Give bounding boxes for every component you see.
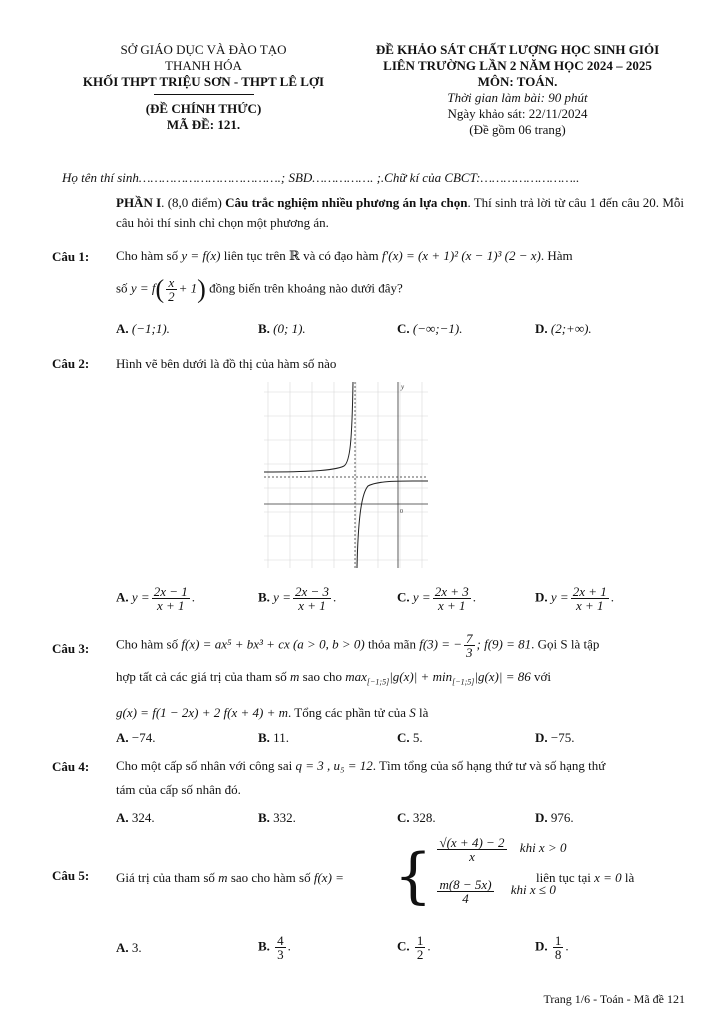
q3-g: g(x) = f(1 − 2x) + 2 f(x + 4) + m <box>116 704 289 720</box>
province-name: THANH HÓA <box>165 58 242 73</box>
question-5-text <box>116 835 688 920</box>
q4-text-a: Cho một cấp số nhân với công sai <box>116 758 293 773</box>
q5-text-c: liên tục tại <box>536 870 591 885</box>
part1-rest: . Thí sinh trả lời từ câu 1 đến câu 20. Mỗi câu hỏi thí sinh chỉ chọn một phương án. <box>116 195 685 230</box>
q1-fraction: $\frac{x}{2}$ <box>168 275 175 304</box>
part1-instructions <box>116 193 684 233</box>
q3-option-c[interactable]: C. 5. <box>397 730 423 745</box>
question-5-label: Câu 5: <box>52 868 90 883</box>
q4-option-d[interactable]: D. 976. <box>535 810 574 825</box>
q3-f9: ; f(9) = 81 <box>476 636 532 652</box>
q1-text-b: liên tục trên ℝ và có đạo hàm <box>223 248 379 263</box>
q5-text-b: sao cho hàm số <box>230 870 311 885</box>
subject: MÔN: TOÁN. <box>477 74 558 89</box>
q5-x0: x = 0 <box>594 870 622 885</box>
q1-text-d: số <box>116 280 128 296</box>
q3-m: m <box>290 669 300 684</box>
question-1-text: Cho hàm số y = f(x) liên tục trên ℝ và có đạo hàm f′(x) = (x + 1)² (x − 1)³ (2 − x). Hàm số y = f( $\frac{x}{2}$ + 1) đồng biến trên khoảng nào dưới đây? <box>116 248 573 304</box>
part1-heading: Câu trắc nghiệm nhiều phương án lựa chọn <box>225 195 468 210</box>
department-name: SỞ GIÁO DỤC VÀ ĐÀO TẠO <box>120 42 287 57</box>
q1-derivative: f′(x) = (x + 1)² (x − 1)³ (2 − x) <box>381 248 541 263</box>
q3-text-h: là <box>419 704 429 720</box>
header-rule <box>154 94 254 95</box>
q5-option-c[interactable]: C. $\frac{1}{2}$ . <box>397 933 431 962</box>
exam-subtitle: LIÊN TRƯỜNG LẦN 2 NĂM HỌC 2024 – 2025 <box>383 58 652 73</box>
graph-origin-label: 0 <box>400 509 403 515</box>
q3-text-c: . Gọi S là tập <box>531 636 600 652</box>
q3-f3: f(3) = − <box>419 636 463 652</box>
duration: Thời gian làm bài: 90 phút <box>447 90 588 105</box>
q5-fx: f(x) = <box>313 870 344 885</box>
q3-text-f: với <box>533 669 551 684</box>
q4-text-b: . Tìm tổng của số hạng thứ tư và số hạng thứ <box>372 758 606 773</box>
q1-text-e: đồng biến trên khoảng nào dưới đây? <box>209 280 403 296</box>
q2-option-b[interactable]: B. y = $\frac{2x - 3}{x + 1}$ . <box>258 584 337 613</box>
school-name: KHỐI THPT TRIỆU SƠN - THPT LÊ LỢI <box>82 74 325 89</box>
q4-option-a[interactable]: A. 324. <box>116 810 155 825</box>
part1-title: PHẦN I <box>116 195 162 210</box>
graph-branch-right <box>357 481 428 568</box>
q2-option-c[interactable]: C. y = $\frac{2x + 3}{x + 1}$ . <box>397 584 476 613</box>
q3-option-a[interactable]: A. −74. <box>116 730 156 745</box>
question-1-label: Câu 1: <box>52 249 90 264</box>
q1-option-a[interactable]: A. (−1;1). <box>116 321 170 336</box>
q1-option-d[interactable]: D. (2;+∞). <box>535 321 592 336</box>
graph-branch-left <box>264 382 353 472</box>
part1-points: . (8,0 điểm) <box>161 195 222 210</box>
page-count: (Đề gồm 06 trang) <box>469 122 566 137</box>
q1-text-c: . Hàm <box>540 248 573 263</box>
q3-option-b[interactable]: B. 11. <box>258 730 289 745</box>
question-4-text <box>116 754 688 802</box>
question-3-label: Câu 3: <box>52 641 90 656</box>
exam-code: MÃ ĐỀ: 121. <box>166 117 241 132</box>
q3-text-a: Cho hàm số <box>116 636 179 652</box>
q1-option-c[interactable]: C. (−∞;−1). <box>397 321 463 336</box>
q2-option-a[interactable]: A. y = $\frac{2x - 1}{x + 1}$ . <box>116 584 195 613</box>
header-left <box>66 42 341 133</box>
q1-text-a: Cho hàm số <box>116 248 179 263</box>
question-2-text: Hình vẽ bên dưới là đồ thị của hàm số nào <box>116 356 337 371</box>
q3-text-e: sao cho <box>302 669 342 684</box>
q1-func: y = f(x) <box>181 248 221 263</box>
q5-option-b[interactable]: B. $\frac{4}{3}$ . <box>258 933 291 962</box>
exam-date: Ngày khảo sát: 22/11/2024 <box>447 106 588 121</box>
question-4-label: Câu 4: <box>52 759 90 774</box>
q3-s: S <box>409 704 416 720</box>
q5-text-d: là <box>624 870 635 885</box>
candidate-info-line: Họ tên thí sinh……………………………….; SBD……………. ;.Chữ kí của CBCT:…………………….. <box>62 170 580 185</box>
question-2-label: Câu 2: <box>52 356 90 371</box>
q1-composite: y = f <box>130 280 156 296</box>
header-right <box>350 42 685 138</box>
q5-option-d[interactable]: D. $\frac{1}{8}$ . <box>535 933 569 962</box>
q3-condition: $\max_{[-1;5]}|g(x)| + \min_{[-1;5]}|g(x)| = 86$ <box>345 669 531 687</box>
q5-piecewise: { $\frac{√(x + 4) - 2}{x}$ khi x > 0 $\frac{m(8 - 5x)}{4}$ khi x ≤ 0 <box>394 835 567 911</box>
official-label: (ĐỀ CHÍNH THỨC) <box>145 101 262 116</box>
q5-m: m <box>218 870 228 885</box>
q4-option-c[interactable]: C. 328. <box>397 810 436 825</box>
q1-plus-one: + 1 <box>178 280 198 296</box>
q3-text-d: hợp tất cả các giá trị của tham số <box>116 669 287 684</box>
q4-params: q = 3 , u₅ = 12 <box>295 758 373 773</box>
graph-y-label: y <box>401 383 405 391</box>
q2-option-d[interactable]: D. y = $\frac{2x + 1}{x + 1}$ . <box>535 584 614 613</box>
q4-text-c: tám của cấp số nhân đó. <box>116 782 241 797</box>
q3-text-b: thỏa mãn <box>367 636 416 652</box>
q3-text-g: . Tổng các phần tử của <box>288 704 406 720</box>
question-3-text: Cho hàm số f(x) = ax⁵ + bx³ + cx (a > 0, b > 0) thỏa mãn f(3) = − $\frac{7}{3}$ ; f(9) = 81. Gọi S là tập hợp tất cả các giá trị của tham số m sao cho $\max_{[-1;5]}|g(x)| + \min_{[-1;5]}|g(x)| = 86$ với g(x) = f(1 − 2x) + 2 f(x + 4) + m. Tổng các phần tử của S là <box>116 631 600 720</box>
q4-option-b[interactable]: B. 332. <box>258 810 296 825</box>
q1-option-b[interactable]: B. (0; 1). <box>258 321 306 336</box>
q5-option-a[interactable]: A. 3. <box>116 940 142 955</box>
q3-option-d[interactable]: D. −75. <box>535 730 575 745</box>
exam-title: ĐỀ KHẢO SÁT CHẤT LƯỢNG HỌC SINH GIỎI <box>375 42 660 57</box>
q3-func: f(x) = ax⁵ + bx³ + cx (a > 0, b > 0) <box>181 636 365 652</box>
page-footer: Trang 1/6 - Toán - Mã đề 121 <box>543 992 685 1006</box>
function-graph <box>264 382 428 568</box>
q5-text-a: Giá trị của tham số <box>116 870 215 885</box>
